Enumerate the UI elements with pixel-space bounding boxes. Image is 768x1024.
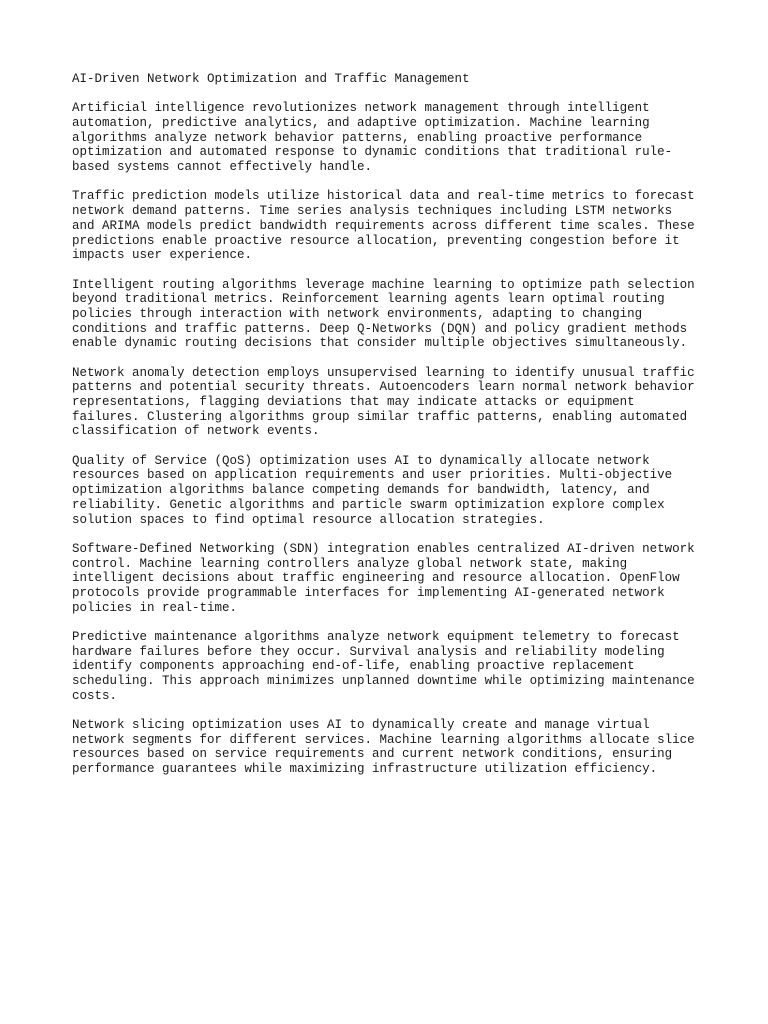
paragraph <box>72 366 712 440</box>
paragraph <box>72 278 712 352</box>
paragraph <box>72 718 712 777</box>
paragraph-line: Predictive maintenance algorithms analyze network equipment telemetry to forecast <box>72 629 680 644</box>
document-body <box>72 72 712 791</box>
paragraph-line: beyond traditional metrics. Reinforcement learning agents learn optimal routing <box>72 292 665 307</box>
paragraph-line: conditions and traffic patterns. Deep Q-Networks (DQN) and policy gradient methods <box>72 321 688 336</box>
paragraph-line: classification of network events. <box>72 424 320 439</box>
paragraph-line: hardware failures before they occur. Survival analysis and reliability modeling <box>72 644 665 659</box>
paragraph-line: Network anomaly detection employs unsupervised learning to identify unusual traffic <box>72 365 695 380</box>
paragraph-line: network segments for different services. Machine learning algorithms allocate slice <box>72 732 695 747</box>
paragraph-line: solution spaces to find optimal resource allocation strategies. <box>72 512 545 527</box>
paragraph-line: impacts user experience. <box>72 248 253 263</box>
paragraph <box>72 189 712 263</box>
paragraph-line: control. Machine learning controllers analyze global network state, making <box>72 556 628 571</box>
paragraph-line: enable dynamic routing decisions that consider multiple objectives simultaneously. <box>72 336 688 351</box>
paragraph-line: resources based on service requirements and current network conditions, ensuring <box>72 747 673 762</box>
paragraph-line: representations, flagging deviations that may indicate attacks or equipment <box>72 395 635 410</box>
paragraph-line: protocols provide programmable interfaces for implementing AI-generated network <box>72 585 665 600</box>
paragraph-line: failures. Clustering algorithms group similar traffic patterns, enabling automated <box>72 409 688 424</box>
paragraph-line: Artificial intelligence revolutionizes network management through intelligent <box>72 101 650 116</box>
paragraph-line: reliability. Genetic algorithms and particle swarm optimization explore complex <box>72 497 665 512</box>
paragraph <box>72 630 712 704</box>
paragraph-line: Software-Defined Networking (SDN) integration enables centralized AI-driven network <box>72 541 695 556</box>
paragraph-line: policies in real-time. <box>72 600 238 615</box>
paragraph-line: network demand patterns. Time series analysis techniques including LSTM networks <box>72 204 673 219</box>
paragraph <box>72 542 712 616</box>
paragraph-line: patterns and potential security threats. Autoencoders learn normal network behavior <box>72 380 695 395</box>
paragraph-line: intelligent decisions about traffic engineering and resource allocation. OpenFlow <box>72 571 680 586</box>
paragraph-line: based systems cannot effectively handle. <box>72 160 373 175</box>
paragraph-line: performance guarantees while maximizing infrastructure utilization efficiency. <box>72 762 658 777</box>
paragraph-line: resources based on application requirements and user priorities. Multi-objective <box>72 468 673 483</box>
paragraph-line: Quality of Service (QoS) optimization uses AI to dynamically allocate network <box>72 453 650 468</box>
paragraph-line: predictions enable proactive resource allocation, preventing congestion before it <box>72 233 680 248</box>
paragraph-line: policies through interaction with network environments, adapting to changing <box>72 306 643 321</box>
paragraph-line: costs. <box>72 688 118 703</box>
paragraph <box>72 454 712 528</box>
paragraph-line: identify components approaching end-of-life, enabling proactive replacement <box>72 659 635 674</box>
paragraph <box>72 101 712 175</box>
paragraph-list <box>72 101 712 777</box>
paragraph-line: optimization and automated response to dynamic conditions that traditional rule- <box>72 145 673 160</box>
paragraph-line: Intelligent routing algorithms leverage machine learning to optimize path selection <box>72 277 695 292</box>
document-title: AI-Driven Network Optimization and Traffic Management <box>72 72 470 86</box>
paragraph-line: algorithms analyze network behavior patterns, enabling proactive performance <box>72 130 643 145</box>
paragraph-line: automation, predictive analytics, and adaptive optimization. Machine learning <box>72 116 650 130</box>
paragraph-line: Traffic prediction models utilize historical data and real-time metrics to forecast <box>72 189 695 204</box>
paragraph-line: scheduling. This approach minimizes unplanned downtime while optimizing maintenance <box>72 674 695 689</box>
paragraph-line: optimization algorithms balance competing demands for bandwidth, latency, and <box>72 483 650 498</box>
paragraph-line: and ARIMA models predict bandwidth requirements across different time scales. These <box>72 218 695 233</box>
paragraph-line: Network slicing optimization uses AI to dynamically create and manage virtual <box>72 718 650 733</box>
